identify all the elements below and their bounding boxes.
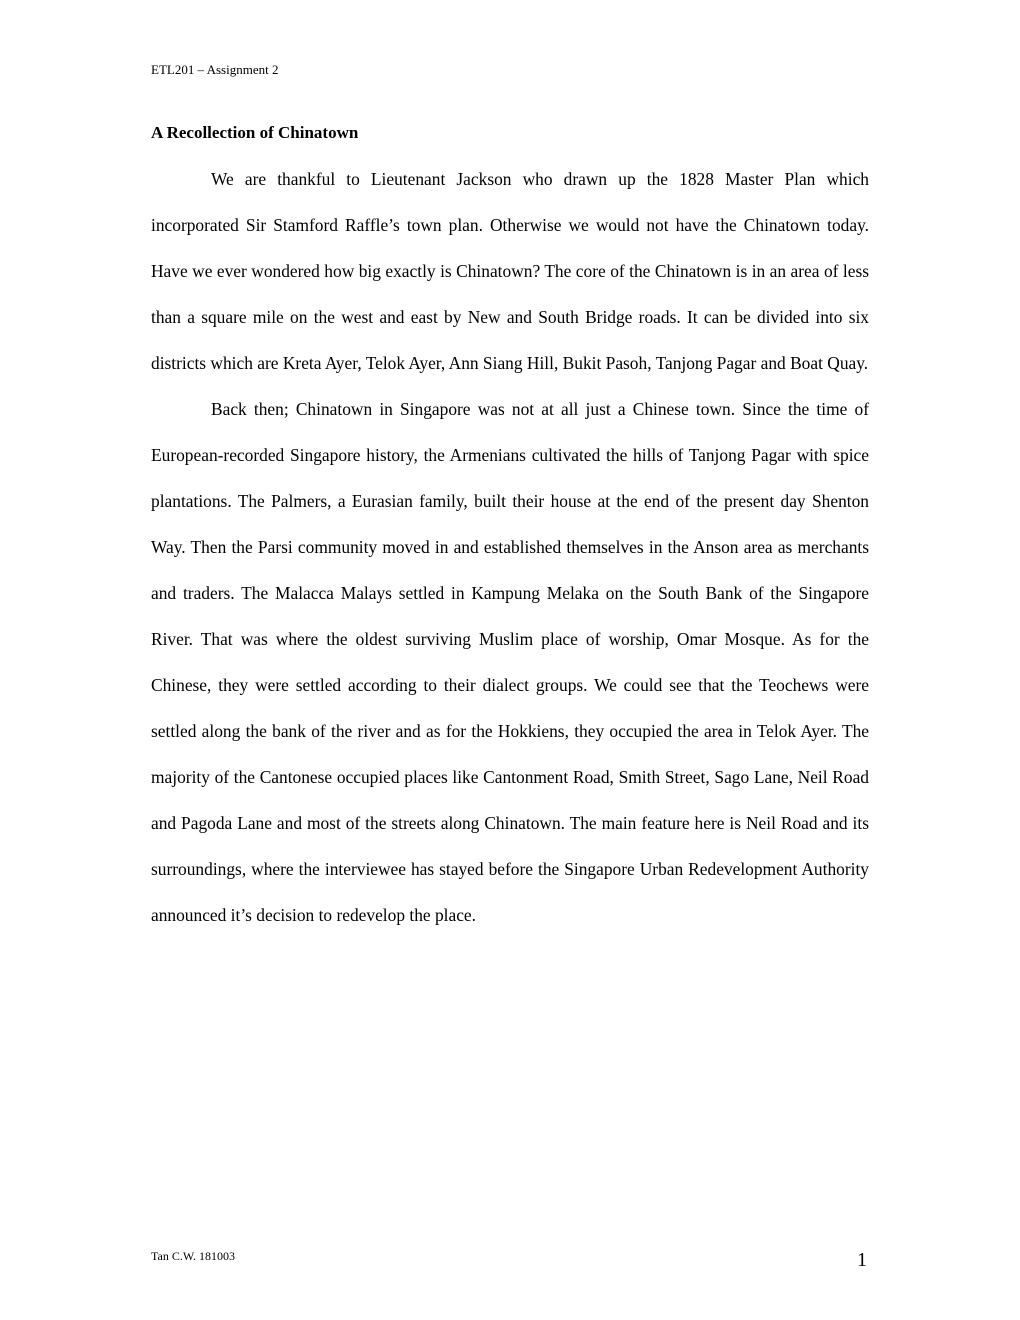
- page-number: 1: [857, 1249, 867, 1271]
- page-header: ETL201 – Assignment 2: [151, 62, 279, 77]
- document-title: A Recollection of Chinatown: [151, 123, 359, 142]
- paragraph: We are thankful to Lieutenant Jackson who drawn up the 1828 Master Plan which incorporated Sir Stamford Raffle’s town plan. Otherwise we would not have the Chinatown today. Have we ever wondered how big exactly is Chinatown? The core of the Chinatown is in an area of less than a square mile on the west and east by New and South Bridge roads. It can be divided into six districts which are Kreta Ayer, Telok Ayer, Ann Siang Hill, Bukit Pasoh, Tanjong Pagar and Boat Quay.: [151, 169, 869, 373]
- footer-author-id: Tan C.W. 181003: [151, 1249, 236, 1263]
- document-body: [151, 156, 869, 938]
- paragraph: Back then; Chinatown in Singapore was not at all just a Chinese town. Since the time of European-recorded Singapore history, the Armenians cultivated the hills of Tanjong Pagar with spice plantations. The Palmers, a Eurasian family, built their house at the end of the present day Shenton Way. Then the Parsi community moved in and established themselves in the Anson area as merchants and traders. The Malacca Malays settled in Kampung Melaka on the South Bank of the Singapore River. That was where the oldest surviving Muslim place of worship, Omar Mosque. As for the Chinese, they were settled according to their dialect groups. We could see that the Teochews were settled along the bank of the river and as for the Hokkiens, they occupied the area in Telok Ayer. The majority of the Cantonese occupied places like Cantonment Road, Smith Street, Sago Lane, Neil Road and Pagoda Lane and most of the streets along Chinatown. The main feature here is Neil Road and its surroundings, where the interviewee has stayed before the Singapore Urban Redevelopment Authority announced it’s decision to redevelop the place.: [151, 399, 869, 925]
